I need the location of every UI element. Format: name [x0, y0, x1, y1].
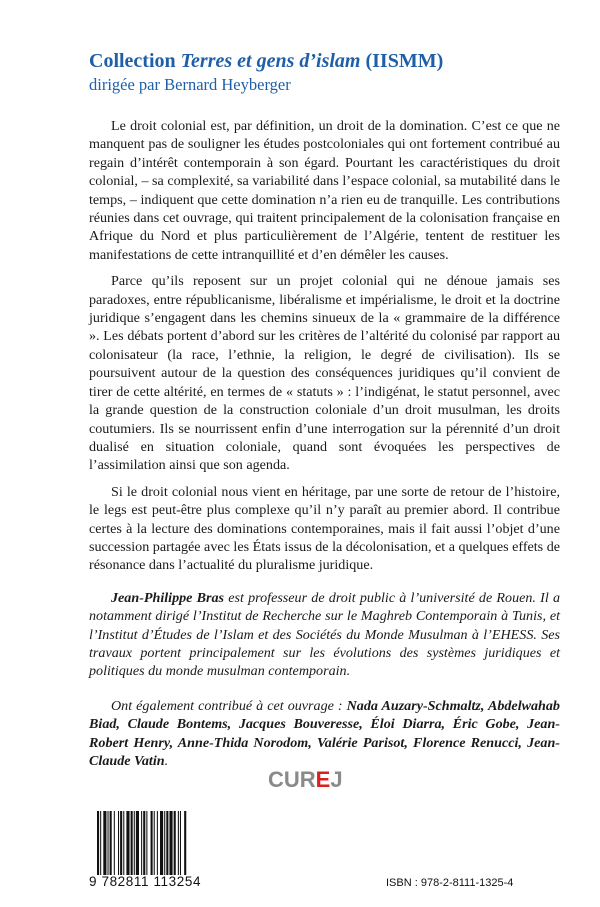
paragraph-1: Le droit colonial est, par définition, un droit de la domination. C’est ce que ne manquent pas de souligner les études postcoloniales qui ont fortement contribué au regain d’intérêt contemporain à son égard. Pourtant les caractéristiques du droit colonial, – sa complexité, sa variabilité dans l’espace colonial, sa mutabilité dans le temps, – indiquent que cette domination n’a rien eu de tranquille. Les contributions réunies dans cet ouvrage, qui traitent principalement de la colonisation française en Afrique du Nord et plus particulièrement de l’Algérie, tentent de restituer les manifestations de cette intranquillité et d’en démêler les causes.: [89, 118, 560, 263]
barcode-bar: [131, 811, 133, 875]
barcode-bar: [184, 811, 186, 875]
barcode-bar: [100, 811, 101, 875]
barcode-bar: [146, 811, 147, 875]
barcode-bar: [174, 811, 176, 875]
barcode-bar: [123, 811, 124, 875]
contributors-names: Nada Auzary-Schmaltz, Abdelwahab Biad, Claude Bontems, Jacques Bouveresse, Éloi Diarra, Éric Gobe, Jean-Robert Henry, Anne-Thida Norodom, Valérie Parisot, Florence Renucci, Jean-Claude Vatin: [89, 697, 560, 769]
collection-title: Collection Terres et gens d’islam (IISMM): [89, 50, 444, 72]
author-name: Jean-Philippe Bras: [111, 589, 225, 606]
paragraph-3: Si le droit colonial nous vient en héritage, par une sorte de retour de l’histoire, le legs est peut-être plus complexe qu’il n’y paraît au premier abord. Il contribue certes à la lecture des dominations contemporaines, mais il fait aussi l’objet d’une succession partagée avec les États issus de la décolonisation, et a quelques effets de résonance dans l’actualité du pluralisme juridique.: [89, 483, 560, 574]
barcode-bar: [169, 811, 172, 875]
contributors-intro: Ont également contribué à cet ouvrage :: [111, 697, 347, 714]
collection-header: [89, 50, 559, 95]
author-bio-text: est professeur de droit public à l’université de Rouen. Il a notamment dirigé l’Institut de Recherche sur le Maghreb Contemporain à Tunis, et l’Institut d’Études de l’Islam et des Sociétés du Monde Musulman à l’EHESS. Ses travaux portent principalement sur les évolutions des systèmes juridiques et politiques du monde musulman contemporain.: [89, 589, 560, 680]
barcode-bar: [141, 811, 142, 875]
barcode-bar: [114, 811, 115, 875]
barcode-bar: [97, 811, 99, 875]
barcode-bar: [136, 811, 139, 875]
barcode-bar: [151, 811, 153, 875]
barcode-bar: [103, 811, 106, 875]
barcode-bar: [154, 811, 155, 875]
barcode-bar: [157, 811, 158, 875]
barcode-bar: [120, 811, 122, 875]
isbn-label: ISBN : 978-2-8111-1325-4: [386, 877, 514, 889]
curej-logo: CUREJ: [268, 767, 343, 792]
barcode-bar: [108, 811, 109, 875]
back-cover-text: [89, 117, 560, 778]
collection-title-italic: Terres et gens d’islam: [180, 50, 361, 72]
contributors: Ont également contribué à cet ouvrage : Nada Auzary-Schmaltz, Abdelwahab Biad, Claude Bontems, Jacques Bouveresse, Éloi Diarra, Éric Gobe, Jean-Robert Henry, Anne-Thida Norodom, Valérie Parisot, Florence Renucci, Jean-Claude Vatin.: [89, 697, 560, 769]
barcode-graphic: [97, 811, 225, 875]
barcode-bar: [178, 811, 179, 875]
barcode-bar: [160, 811, 163, 875]
paragraph-2: Parce qu’ils reposent sur un projet colonial qui ne dénoue jamais ses paradoxes, entre républicanisme, libéralisme et impérialisme, le droit et la doctrine juridique s’engagent dans les chemins sinueux de la « grammaire de la différence ». Les débats portent d’abord sur les critères de l’altérité du colonisé par rapport au colonisateur (la race, l’ethnie, la religion, le degré de civilisation). Ils se poursuivent autour de la question des conséquences juridiques qu’il convient de tirer de cette altérité, en termes de « statuts » : l’indigénat, le statut personnel, avec la grande question de la construction coloniale d’un droit musulman, les droits coutumiers. Ils se nourrissent enfin d’une interrogation sur la pérennité d’un droit dualisé en situation coloniale, quand sont évoquées les perspectives de l’assimilation ainsi que son agenda.: [89, 273, 560, 474]
barcode-bar: [110, 811, 112, 875]
collection-director: dirigée par Bernard Heyberger: [89, 75, 291, 94]
barcode-bar: [180, 811, 181, 875]
barcode-bar: [134, 811, 135, 875]
barcode-bar: [126, 811, 129, 875]
barcode-digits: 9 782811 113254: [89, 874, 202, 889]
barcode-bar: [143, 811, 145, 875]
author-bio: [89, 589, 560, 681]
barcode-bar: [164, 811, 165, 875]
barcode-bar: [118, 811, 119, 875]
barcode-bar: [166, 811, 168, 875]
